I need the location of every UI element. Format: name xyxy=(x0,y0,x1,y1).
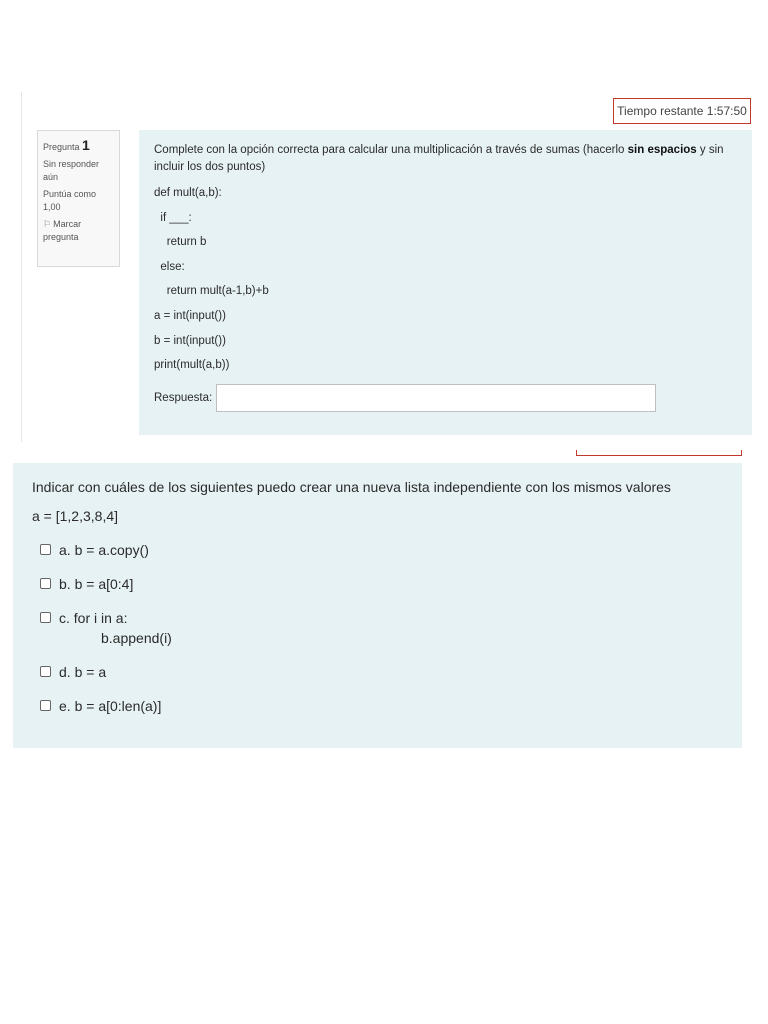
checkbox-option-b[interactable] xyxy=(40,578,51,589)
question-1-text-part: Complete con la opción correcta para calcular una multiplicación a través de sumas (hacerlo xyxy=(154,144,628,156)
time-remaining: Tiempo restante 1:57:50 xyxy=(613,98,751,124)
question-1-content xyxy=(139,130,752,435)
question-status: Sin responder aún xyxy=(43,159,100,182)
answer-row xyxy=(154,384,737,412)
question-score: Puntúa como 1,00 xyxy=(43,189,97,212)
option-e[interactable] xyxy=(32,696,723,716)
code-line: else: xyxy=(154,260,185,273)
question-number xyxy=(43,139,114,154)
code-line: a = int(input()) xyxy=(154,309,226,322)
question-2-text: Indicar con cuáles de los siguientes puedo crear una nueva lista independiente con los mismos valores xyxy=(32,479,671,495)
option-letter: b. xyxy=(59,576,71,592)
page-left-border xyxy=(21,92,22,442)
flag-icon: ⚐ xyxy=(43,219,52,229)
question-label: Pregunta xyxy=(43,142,80,152)
question-info-box xyxy=(37,130,120,267)
answer-label: Respuesta: xyxy=(154,391,213,404)
option-text: b = a[0:4] xyxy=(74,576,134,592)
option-d[interactable] xyxy=(32,662,723,682)
option-text: b = a xyxy=(74,664,107,680)
option-a[interactable] xyxy=(32,540,723,560)
checkbox-option-e[interactable] xyxy=(40,700,51,711)
checkbox-option-d[interactable] xyxy=(40,666,51,677)
question-2-content xyxy=(13,463,742,748)
option-letter: e. xyxy=(59,698,71,714)
code-line: return b xyxy=(154,236,207,249)
code-line: print(mult(a,b)) xyxy=(154,359,230,372)
code-line: def mult(a,b): xyxy=(154,187,222,199)
checkbox-option-c[interactable] xyxy=(40,612,51,623)
option-c[interactable] xyxy=(32,608,723,648)
option-letter: d. xyxy=(59,664,71,680)
question-number-value: 1 xyxy=(82,137,90,153)
answer-input[interactable] xyxy=(216,384,656,412)
question-1-text-bold: sin espacios xyxy=(627,144,697,156)
code-line: b = int(input()) xyxy=(154,334,226,347)
checkbox-option-a[interactable] xyxy=(40,544,51,555)
flag-question-label: Marcar pregunta xyxy=(43,219,82,242)
option-b[interactable] xyxy=(32,574,723,594)
option-text: b = a[0:len(a)] xyxy=(74,698,162,714)
option-text: for i in a: b.append(i) xyxy=(73,610,172,646)
question-1-text-part: y sin incluir los dos puntos) xyxy=(154,144,724,173)
options-list xyxy=(32,540,723,716)
question-1-text xyxy=(154,142,737,176)
option-letter: c. xyxy=(59,610,70,626)
code-line: if ___: xyxy=(154,211,192,224)
option-letter: a. xyxy=(59,542,71,558)
code-block xyxy=(154,181,737,378)
flag-question-link[interactable] xyxy=(43,218,114,244)
list-definition: a = [1,2,3,8,4] xyxy=(32,508,119,524)
divider-line xyxy=(576,450,742,456)
option-text: b = a.copy() xyxy=(74,542,149,558)
code-line: return mult(a-1,b)+b xyxy=(154,285,269,298)
